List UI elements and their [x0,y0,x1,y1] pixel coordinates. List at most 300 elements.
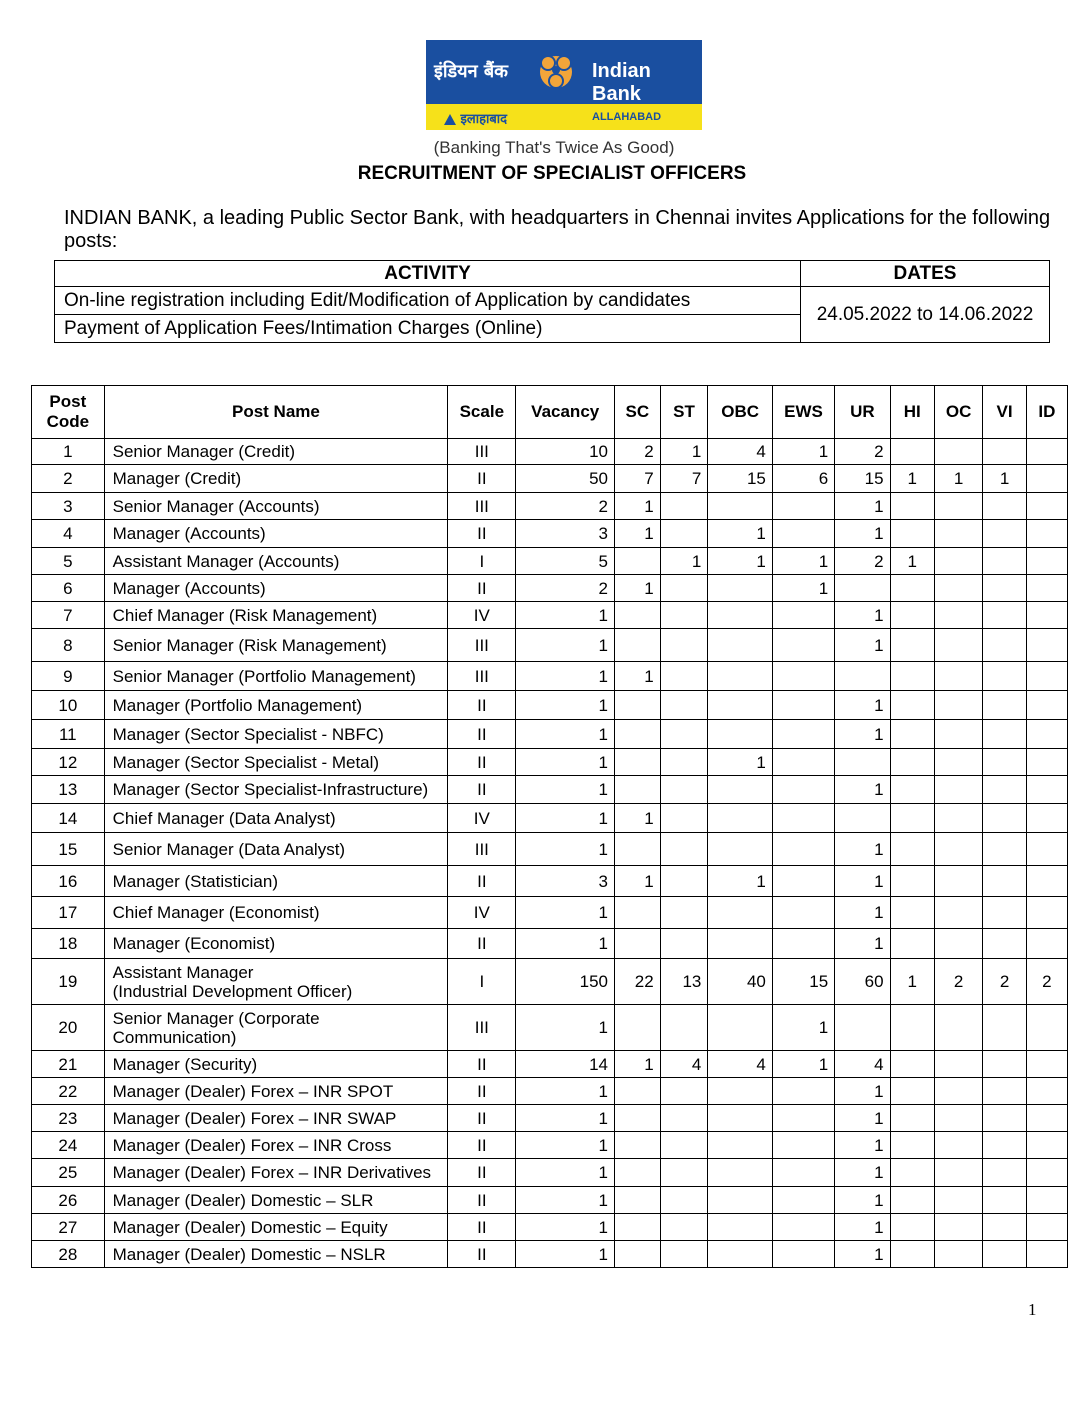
st-cell [660,629,708,662]
oc-cell [934,548,982,575]
vi-cell [983,1078,1026,1105]
st-cell [660,575,708,602]
vacancy-cell: 1 [516,629,615,662]
post-name-cell: Manager (Security) [104,1051,448,1078]
vi-cell [983,1132,1026,1159]
ews-header: EWS [772,386,834,439]
obc-cell [708,1132,773,1159]
vacancy-cell: 1 [516,897,615,929]
activity-header-row [55,261,1050,287]
tagline: (Banking That's Twice As Good) [433,138,675,157]
sc-cell [614,1078,660,1105]
hi-cell [890,439,934,465]
st-cell: 7 [660,465,708,493]
vi-cell [983,520,1026,548]
hi-cell [890,1159,934,1187]
activity-row [55,287,1050,315]
dates-cell: 24.05.2022 to 14.06.2022 [801,287,1050,343]
scale-cell: IV [448,897,516,929]
ur-cell: 15 [835,465,890,493]
sc-cell [614,1132,660,1159]
post-code-cell: 19 [32,959,105,1005]
post-code-cell: 2 [32,465,105,493]
oc-cell [934,1241,982,1268]
obc-cell [708,1105,773,1132]
ur-cell: 1 [835,629,890,662]
ews-cell: 1 [772,1005,834,1051]
st-cell [660,749,708,776]
id-cell [1026,776,1067,804]
vi-cell [983,1241,1026,1268]
id-cell [1026,629,1067,662]
vi-header: VI [983,386,1026,439]
ews-cell [772,691,834,720]
id-cell [1026,866,1067,897]
sc-cell [614,776,660,804]
hi-header: HI [890,386,934,439]
logo-allahabad-hindi [444,109,507,127]
obc-cell: 40 [708,959,773,1005]
table-row [32,575,1068,602]
post-name-cell: Senior Manager (Credit) [104,439,448,465]
post-code-cell: 23 [32,1105,105,1132]
obc-cell: 1 [708,749,773,776]
oc-cell [934,720,982,749]
post-code-cell: 20 [32,1005,105,1051]
obc-cell [708,602,773,629]
ur-cell: 1 [835,602,890,629]
hi-cell [890,520,934,548]
scale-cell: III [448,629,516,662]
oc-cell [934,1051,982,1078]
id-cell [1026,493,1067,520]
ews-cell: 1 [772,1051,834,1078]
sc-cell: 1 [614,1051,660,1078]
st-header: ST [660,386,708,439]
table-row [32,662,1068,691]
ur-cell [835,749,890,776]
scale-cell: II [448,575,516,602]
st-cell [660,866,708,897]
vacancy-cell: 1 [516,929,615,959]
obc-cell [708,662,773,691]
post-code-cell: 7 [32,602,105,629]
sc-cell [614,929,660,959]
intro-paragraph: INDIAN BANK, a leading Public Sector Bank, with headquarters in Chennai invites Applications for the following posts: [64,207,1051,252]
ews-cell [772,520,834,548]
id-cell [1026,749,1067,776]
table-row [32,959,1068,1005]
vi-cell [983,1159,1026,1187]
hi-cell [890,776,934,804]
scale-cell: III [448,833,516,866]
ur-cell: 1 [835,493,890,520]
posts-vacancy-table [31,385,1068,1268]
table-row [32,602,1068,629]
scale-cell: II [448,1078,516,1105]
sc-cell [614,548,660,575]
post-name-cell: Senior Manager (Portfolio Management) [104,662,448,691]
sc-header: SC [614,386,660,439]
vi-cell [983,1051,1026,1078]
oc-cell [934,804,982,833]
vacancy-cell: 1 [516,1005,615,1051]
id-cell [1026,602,1067,629]
ews-cell: 1 [772,575,834,602]
hi-cell: 1 [890,548,934,575]
table-row [32,548,1068,575]
sc-cell [614,1159,660,1187]
ur-cell [835,662,890,691]
vi-cell [983,662,1026,691]
oc-cell: 2 [934,959,982,1005]
post-code-header: Post Code [32,386,105,439]
obc-cell [708,804,773,833]
oc-cell [934,776,982,804]
hi-cell [890,866,934,897]
ews-cell [772,776,834,804]
table-row [32,439,1068,465]
st-cell [660,897,708,929]
id-cell [1026,833,1067,866]
vi-cell [983,749,1026,776]
st-cell [660,602,708,629]
id-cell: 2 [1026,959,1067,1005]
table-row [32,833,1068,866]
sc-cell: 1 [614,493,660,520]
post-code-cell: 3 [32,493,105,520]
vacancy-cell: 1 [516,749,615,776]
oc-cell [934,1005,982,1051]
logo-allahabad-hindi-text: इलाहाबाद [460,112,508,127]
ur-cell: 1 [835,866,890,897]
vacancy-cell: 1 [516,602,615,629]
page-title: RECRUITMENT OF SPECIALIST OFFICERS [357,163,747,184]
oc-cell [934,520,982,548]
st-cell [660,1078,708,1105]
obc-cell [708,691,773,720]
ews-cell [772,720,834,749]
ews-cell [772,929,834,959]
sc-cell [614,1105,660,1132]
id-cell [1026,662,1067,691]
post-code-cell: 18 [32,929,105,959]
table-row [32,897,1068,929]
vi-cell [983,691,1026,720]
post-code-cell: 4 [32,520,105,548]
ur-cell: 1 [835,1214,890,1241]
hi-cell [890,833,934,866]
sc-cell: 1 [614,662,660,691]
st-cell [660,662,708,691]
ews-cell [772,749,834,776]
ews-cell [772,1187,834,1214]
sc-cell [614,1241,660,1268]
id-cell [1026,1105,1067,1132]
scale-cell: III [448,662,516,691]
vi-cell [983,1005,1026,1051]
vi-cell [983,493,1026,520]
scale-cell: II [448,1159,516,1187]
hi-cell [890,749,934,776]
obc-cell [708,929,773,959]
sc-cell [614,629,660,662]
post-code-cell: 6 [32,575,105,602]
post-name-cell: Manager (Dealer) Forex – INR SWAP [104,1105,448,1132]
hi-cell [890,929,934,959]
post-name-cell: Manager (Dealer) Domestic – NSLR [104,1241,448,1268]
id-cell [1026,520,1067,548]
id-cell [1026,720,1067,749]
table-row [32,866,1068,897]
table-row [32,1078,1068,1105]
oc-cell: 1 [934,465,982,493]
vacancy-cell: 1 [516,833,615,866]
table-row [32,720,1068,749]
post-name-cell: Manager (Sector Specialist-Infrastructure) [104,776,448,804]
post-code-cell: 22 [32,1078,105,1105]
post-name-cell: Manager (Dealer) Forex – INR SPOT [104,1078,448,1105]
scale-cell: II [448,691,516,720]
vi-cell [983,866,1026,897]
st-cell: 4 [660,1051,708,1078]
obc-cell [708,1187,773,1214]
sc-cell: 22 [614,959,660,1005]
scale-cell: II [448,1187,516,1214]
id-cell [1026,1051,1067,1078]
ur-cell: 2 [835,439,890,465]
table-row [32,1132,1068,1159]
vacancy-cell: 1 [516,1214,615,1241]
sc-cell: 1 [614,520,660,548]
post-name-cell: Assistant Manager (Accounts) [104,548,448,575]
id-cell [1026,465,1067,493]
post-code-cell: 8 [32,629,105,662]
post-name-cell: Manager (Dealer) Forex – INR Cross [104,1132,448,1159]
table-row [32,1187,1068,1214]
ews-cell [772,493,834,520]
scale-cell: III [448,493,516,520]
oc-cell [934,1187,982,1214]
st-cell: 1 [660,548,708,575]
hi-cell [890,1214,934,1241]
vacancy-cell: 1 [516,1105,615,1132]
table-row [32,776,1068,804]
oc-cell [934,1105,982,1132]
post-code-cell: 26 [32,1187,105,1214]
ur-cell: 60 [835,959,890,1005]
vi-cell [983,439,1026,465]
hi-cell [890,629,934,662]
ews-cell [772,602,834,629]
id-cell [1026,804,1067,833]
ur-cell: 1 [835,776,890,804]
sc-cell [614,691,660,720]
table-row [32,929,1068,959]
dates-header: DATES [801,261,1050,287]
page-number: 1 [1028,1300,1037,1319]
vi-cell: 1 [983,465,1026,493]
vacancy-header: Vacancy [516,386,615,439]
post-name-cell: Manager (Sector Specialist - Metal) [104,749,448,776]
vacancy-cell: 1 [516,1241,615,1268]
table-row [32,749,1068,776]
ews-cell [772,1078,834,1105]
vi-cell [983,602,1026,629]
obc-cell: 4 [708,1051,773,1078]
post-name-header: Post Name [104,386,448,439]
ews-cell: 6 [772,465,834,493]
id-cell [1026,1187,1067,1214]
sc-cell [614,1187,660,1214]
ur-header: UR [835,386,890,439]
table-row [32,520,1068,548]
post-name-cell: Senior Manager (Risk Management) [104,629,448,662]
scale-cell: II [448,776,516,804]
scale-cell: I [448,548,516,575]
hi-cell [890,1241,934,1268]
oc-cell [934,493,982,520]
sc-cell: 1 [614,575,660,602]
scale-cell: III [448,1005,516,1051]
post-name-cell: Manager (Dealer) Domestic – Equity [104,1214,448,1241]
vi-cell [983,804,1026,833]
ur-cell: 1 [835,1078,890,1105]
scale-cell: II [448,866,516,897]
post-code-cell: 24 [32,1132,105,1159]
obc-cell [708,720,773,749]
oc-cell [934,833,982,866]
sc-cell: 7 [614,465,660,493]
obc-cell: 4 [708,439,773,465]
post-name-cell: Manager (Accounts) [104,575,448,602]
id-cell [1026,439,1067,465]
post-code-cell: 12 [32,749,105,776]
vacancy-cell: 1 [516,1159,615,1187]
vacancy-cell: 1 [516,662,615,691]
id-header: ID [1026,386,1067,439]
post-code-cell: 13 [32,776,105,804]
scale-cell: II [448,1214,516,1241]
scale-cell: II [448,929,516,959]
ur-cell: 1 [835,1187,890,1214]
hi-cell [890,662,934,691]
vacancy-cell: 3 [516,520,615,548]
hi-cell [890,493,934,520]
table-row [32,465,1068,493]
vacancy-cell: 1 [516,776,615,804]
st-cell [660,929,708,959]
ews-cell [772,1132,834,1159]
obc-cell [708,1241,773,1268]
vacancy-cell: 1 [516,691,615,720]
oc-cell [934,866,982,897]
obc-cell [708,776,773,804]
activity-cell: On-line registration including Edit/Modification of Application by candidates [55,287,801,315]
obc-cell [708,1005,773,1051]
hi-cell [890,1105,934,1132]
post-name-cell: Chief Manager (Risk Management) [104,602,448,629]
st-cell [660,804,708,833]
hi-cell [890,804,934,833]
post-code-cell: 25 [32,1159,105,1187]
table-row [32,1005,1068,1051]
oc-cell [934,1214,982,1241]
oc-cell [934,749,982,776]
vi-cell [983,575,1026,602]
post-code-cell: 21 [32,1051,105,1078]
st-cell [660,1005,708,1051]
vi-cell [983,720,1026,749]
vacancy-cell: 1 [516,804,615,833]
sc-cell: 1 [614,866,660,897]
ur-cell: 1 [835,1241,890,1268]
table-row [32,1105,1068,1132]
post-name-cell: Manager (Portfolio Management) [104,691,448,720]
post-code-cell: 27 [32,1214,105,1241]
hi-cell [890,575,934,602]
vi-cell [983,548,1026,575]
scale-cell: II [448,720,516,749]
oc-cell [934,602,982,629]
vi-cell [983,833,1026,866]
oc-cell [934,929,982,959]
scale-cell: II [448,465,516,493]
table-row [32,1159,1068,1187]
table-row [32,493,1068,520]
ur-cell: 1 [835,929,890,959]
ur-cell [835,1005,890,1051]
post-name-cell: Senior Manager (Accounts) [104,493,448,520]
vacancy-cell: 1 [516,1078,615,1105]
ews-cell [772,629,834,662]
vacancy-cell: 1 [516,1187,615,1214]
scale-cell: II [448,1132,516,1159]
posts-header-row [32,386,1068,439]
vi-cell [983,1105,1026,1132]
oc-cell [934,575,982,602]
oc-header: OC [934,386,982,439]
sc-cell [614,749,660,776]
sc-cell [614,602,660,629]
vacancy-cell: 2 [516,493,615,520]
post-name-cell: Manager (Economist) [104,929,448,959]
scale-cell: II [448,1051,516,1078]
hi-cell [890,1051,934,1078]
ews-cell [772,1105,834,1132]
hi-cell [890,1187,934,1214]
vacancy-cell: 5 [516,548,615,575]
st-cell [660,520,708,548]
post-code-cell: 1 [32,439,105,465]
st-cell [660,1132,708,1159]
ews-cell: 15 [772,959,834,1005]
sc-cell: 1 [614,804,660,833]
oc-cell [934,897,982,929]
scale-cell: II [448,1241,516,1268]
table-row [32,629,1068,662]
post-name-cell: Manager (Dealer) Domestic – SLR [104,1187,448,1214]
vacancy-cell: 50 [516,465,615,493]
vi-cell [983,1214,1026,1241]
scale-cell: IV [448,804,516,833]
ews-cell [772,1159,834,1187]
table-row [32,1214,1068,1241]
id-cell [1026,575,1067,602]
oc-cell [934,629,982,662]
ur-cell: 1 [835,720,890,749]
hi-cell [890,1005,934,1051]
